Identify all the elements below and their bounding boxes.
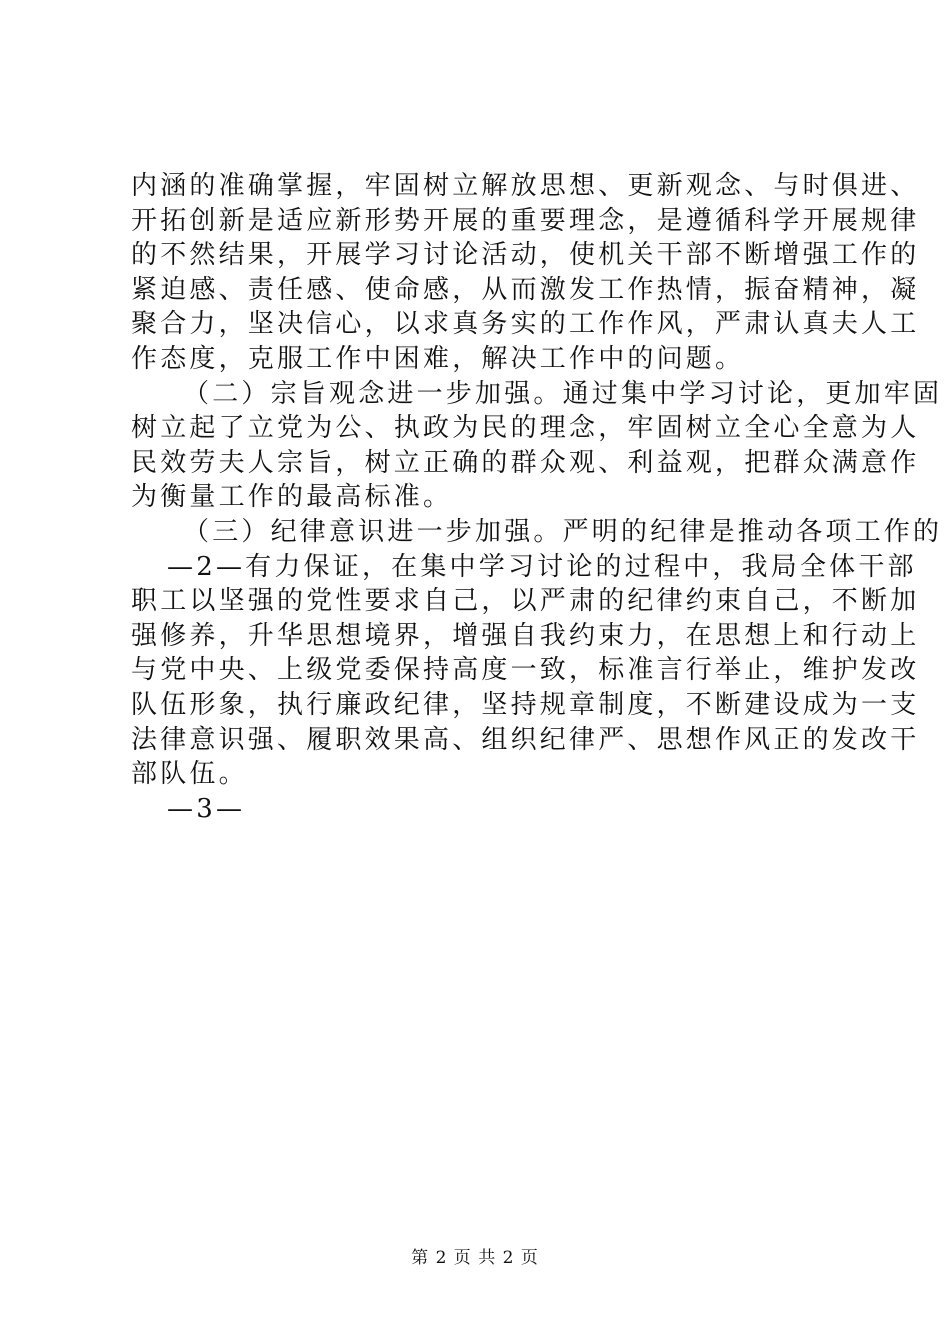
text-line: 职工以坚强的党性要求自己，以严肃的纪律约束自己，不断加 <box>131 586 920 617</box>
text-line-page-marker-2: —2—有力保证，在集中学习讨论的过程中，我局全体干部 <box>167 551 917 582</box>
text-line: 为衡量工作的最高标准。 <box>131 482 453 513</box>
text-line: 部队伍。 <box>131 759 248 790</box>
text-line: 与党中央、上级党委保持高度一致，标准言行举止，维护发改 <box>131 655 920 686</box>
page-footer: 第 2 页 共 2 页 <box>411 1248 539 1268</box>
text-line: 法律意识强、履职效果高、组织纪律严、思想作风正的发改干 <box>131 724 920 755</box>
document-body <box>131 169 943 826</box>
text-line: 强修养，升华思想境界，增强自我约束力，在思想上和行动上 <box>131 620 920 651</box>
text-line: 紧迫感、责任感、使命感，从而激发工作热情，振奋精神，凝 <box>131 274 920 305</box>
paragraph-heading-3: （三）纪律意识进一步加强。严明的纪律是推动各项工作的 <box>183 516 943 547</box>
text-line: 内涵的准确掌握，牢固树立解放思想、更新观念、与时俱进、 <box>131 171 920 201</box>
text-line: 聚合力，坚决信心，以求真务实的工作作风，严肃认真夫人工 <box>131 309 920 340</box>
text-line: 作态度，克服工作中困难，解决工作中的问题。 <box>131 343 745 374</box>
text-line: 队伍形象，执行廉政纪律，坚持规章制度，不断建设成为一支 <box>131 689 920 720</box>
text-line: 开拓创新是适应新形势开展的重要理念，是遵循科学开展规律 <box>131 205 920 236</box>
text-line: 的不然结果，开展学习讨论活动，使机关干部不断增强工作的 <box>131 240 920 271</box>
page-marker-3: —3— <box>167 793 246 824</box>
text-line: 树立起了立党为公、执政为民的理念，牢固树立全心全意为人 <box>131 413 920 444</box>
text-line: 民效劳夫人宗旨，树立正确的群众观、利益观，把群众满意作 <box>131 447 920 478</box>
paragraph-heading-2: （二）宗旨观念进一步加强。通过集中学习讨论，更加牢固 <box>183 378 943 409</box>
